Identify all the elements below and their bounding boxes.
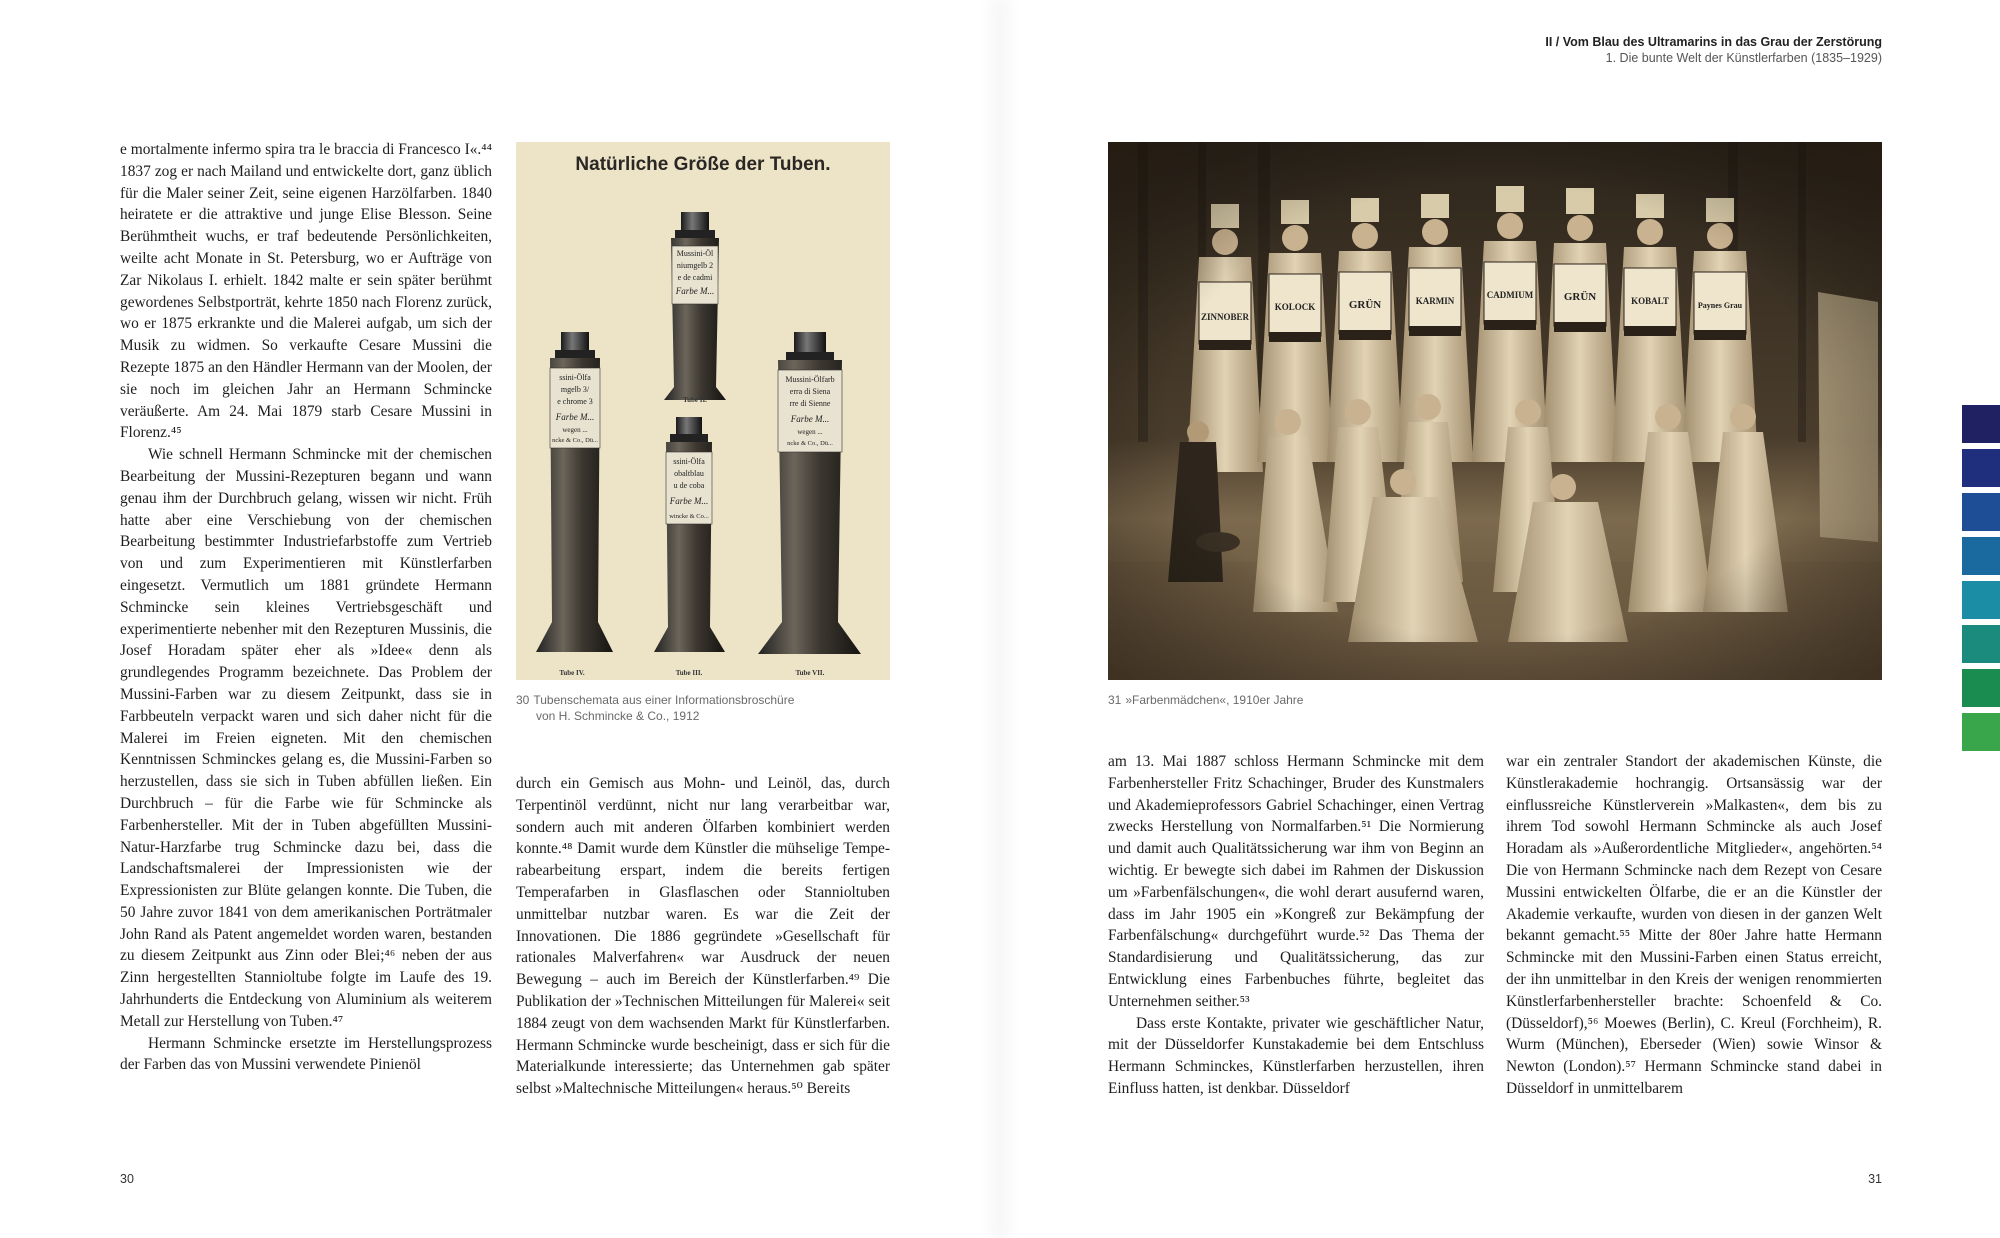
svg-text:e de cadmi: e de cadmi (677, 273, 713, 282)
svg-text:Farbe M...: Farbe M... (675, 286, 715, 296)
color-tab-3 (1962, 493, 2000, 531)
color-tab-4 (1962, 537, 2000, 575)
caption-line-2: von H. Schmincke & Co., 1912 (536, 708, 700, 723)
svg-text:wegen ...: wegen ... (797, 428, 823, 436)
svg-text:mgelb 3/: mgelb 3/ (560, 385, 590, 394)
svg-text:u de coba: u de coba (673, 481, 705, 490)
svg-text:wincke & Co...: wincke & Co... (669, 513, 709, 520)
color-tab-5 (1962, 581, 2000, 619)
caption-number: 31 (1108, 693, 1122, 707)
caption-text: »Farbenmädchen«, 1910er Jahre (1125, 693, 1304, 707)
svg-text:niumgelb 2: niumgelb 2 (676, 261, 714, 270)
svg-text:Mussini-Ölfarb: Mussini-Ölfarb (785, 375, 835, 384)
running-head-subsection: 1. Die bunte Welt der Künstlerfarben (1835–1929) (1605, 51, 1882, 65)
figure-30-caption (516, 693, 896, 724)
svg-text:Mussini-Öl: Mussini-Öl (676, 249, 714, 258)
color-tab-7 (1962, 669, 2000, 707)
paragraph: e mortalmente infermo spira tra le braccia di Francesco I«.⁴⁴ 1837 zog er nach Mailand und entwickelte dort, ganz üblich für die Maler seiner Zeit, seine eigenen Harzölfarben. 1840 heiratete er die attraktive und junge Elise Blesson. Seine Berühmtheit wuchs, er traf bedeutende Persönlichkeiten, weilte acht Monate in St. Petersburg, wo er Aufträge von Zar Nikolaus I. erhielt. 1842 malte er sein später berühmt gewordenes Selbstporträt, kehrte 1850 nach Florenz zurück, wo er 1875 erkrankte und die Malerei aufgab, um sich der Musik zu widmen. So verkaufte Cesare Mussini die Rezepte 1875 an den Händler Hermann van der Moolen, der sie noch im gleichen Jahr an Hermann Schmincke veräußerte. Am 24. Mai 1879 starb Cesare Mussini in Florenz.⁴⁵ (120, 141, 492, 442)
svg-text:ncke & Co., Dü...: ncke & Co., Dü... (787, 440, 833, 447)
svg-text:erra di Siena: erra di Siena (789, 387, 831, 396)
svg-text:ncke & Co., Dü...: ncke & Co., Dü... (552, 437, 598, 444)
svg-text:Farbe M...: Farbe M... (790, 414, 830, 424)
svg-text:rre di Sienne: rre di Sienne (789, 399, 831, 408)
right-page-column-1 (1108, 751, 1484, 1100)
running-head (1545, 34, 1882, 66)
color-tab-2 (1962, 449, 2000, 487)
svg-text:Farbe M...: Farbe M... (555, 412, 595, 422)
paragraph: durch ein Gemisch aus Mohn- und Leinöl, das, durch Terpentinöl verdünnt, nicht nur lang verarbeitbar war, sondern auch mit anderen Ölfarben kombiniert werden konnte.⁴⁸ Damit wurde dem Künstler die mühselige Temperabearbeitung erspart, indem die bereits fertigen Temperafarben in Glasflaschen oder Stannioltuben unmittelbar nutzbar waren. Es war die Zeit der Innovationen. Die 1886 gegründete »Gesellschaft für rationales Malverfahren« war Ausdruck der neuen Bewegung – auch im Bereich der Künstlerfarben.⁴⁹ Die Publikation der »Technischen Mitteilungen für Malerei« seit 1884 zeugt von dem wachsenden Markt für Künstlerfarben. Hermann Schmincke wurde bescheinigt, dass er sich für die Materialkunde interessierte; das Unternehmen gab später selbst »Maltechnische Mitteilungen« heraus.⁵⁰ Bereits (516, 775, 890, 1098)
tube-2-caption: Tube II. (683, 396, 707, 404)
tube-4-caption: Tube IV. (559, 669, 585, 677)
tube-7-caption: Tube VII. (795, 669, 825, 677)
color-index-tabs (1962, 405, 2000, 757)
figure-tubes (516, 142, 890, 680)
tube-3-caption: Tube III. (675, 669, 703, 677)
svg-text:obaltblau: obaltblau (674, 469, 704, 478)
svg-text:ssini-Ölfa: ssini-Ölfa (673, 457, 705, 466)
running-head-section: II / Vom Blau des Ultramarins in das Grau der Zerstörung (1545, 35, 1882, 49)
figure-photo (1108, 142, 1882, 680)
left-page-column-2 (516, 773, 890, 1100)
color-tab-8 (1962, 713, 2000, 751)
left-page-column-1 (120, 139, 492, 1076)
page-number-right: 31 (1868, 1172, 1882, 1186)
tube-diagram-title: Natürliche Größe der Tuben. (575, 154, 831, 175)
color-tab-6 (1962, 625, 2000, 663)
paragraph: Hermann Schmincke ersetzte im Herstellungsprozess der Farben das von Mussini verwendete Pinienöl (120, 1034, 492, 1074)
svg-text:wegen ...: wegen ... (562, 426, 588, 434)
tube-diagram-image (516, 142, 890, 680)
caption-number: 30 (516, 693, 530, 707)
svg-text:e chrome 3: e chrome 3 (557, 397, 593, 406)
svg-text:Farbe M...: Farbe M... (669, 496, 709, 506)
paragraph: Wie schnell Hermann Schmincke mit der chemischen Bearbeitung der Mussini-Rezepturen begann und wann genau ihm der Durchbruch gelang, wissen wir nicht. Früh hatte aber eine Verschiebung von der chemischen Bearbeitung bestimmter Industriefarbstoffe zum Vertrieb von und zum Experimentieren mit Künstlerfarben eingesetzt. Vermutlich um 1881 gründete Hermann Schmincke sein kleines Vertriebsgeschäft und experimentierte nebenher mit den Rezepturen Mussinis, die Josef Horadam später eher als »Idee« denn als grundlegendes Programm bezeichnete. Das Problem der Mussini-Farben war zu diesem Zeitpunkt, dass sie in Farbbeuteln verpackt waren und sich daher nicht für die Malerei im Freien eigneten. Mit den chemischen Kenntnissen Schminckes gelang es, die Mussini-Farben so herzustellen, dass sie sich in Tuben abfüllen ließen. Ein Durchbruch – für die Farbe wie für Schmincke als Farbenhersteller. Mit der in Tuben abgefüllten Mussini-Natur-Harzfarbe trug Schmincke dazu bei, dass die Landschaftsmalerei der Impressionisten wie der Expressionisten zur Blüte gelangen konnte. Die Tuben, die 50 Jahre zuvor 1841 von dem amerikanischen Porträtmaler John Rand als Patent angemeldet worden waren, bestanden zu diesem Zeitpunkt aus Zinn oder Blei;⁴⁶ neben der aus Zinn hergestellten Stannioltube folgte im Laufe des 19. Jahrhunderts die Entdeckung von Aluminium als weiterem Metall zur Herstellung von Tuben.⁴⁷ (120, 446, 492, 1030)
page-number-left: 30 (120, 1172, 134, 1186)
farbenmaedchen-photo (1108, 142, 1882, 680)
paragraph: Dass erste Kontakte, privater wie geschäftlicher Natur, mit der Düsseldorfer Kunstakademie bei dem Entschluss Hermann Schminckes, Künstlerfarben herzustellen, ihren Einfluss hatten, ist denkbar. Düsseldorf (1108, 1014, 1484, 1097)
paragraph: war ein zentraler Standort der akademischen Künste, die Künstlerakademie hochrangig. Ortsansässig war der einflussreiche Künstlerverein »Malkasten«, dem bis zu ihrem Tod sowohl Hermann Schmincke als auch Josef Horadam als »Außerordentliche Mitglieder«, angehörten.⁵⁴ Die von Hermann Schmincke nach dem Rezept von Cesare Mussini entwickelten Ölfarbe, die er an die Künstler der Akademie verkaufte, wurden von diesen in der ganzen Welt bekannt gemacht.⁵⁵ Mitte der 80er Jahre hatte Hermann Schmincke mit den Mussini-Farben einen Status erreicht, der ihn unmittelbar in den Kreis der wenigen renommierten Künstlerfarbenhersteller brachte: Schoenfeld & Co. (Düsseldorf),⁵⁶ Moewes (Berlin), C. Kreul (Forchheim), R. Wurm (München), Eberseder (Wien) sowie Winsor & Newton (London).⁵⁷ Hermann Schmincke stand dabei in Düsseldorf in unmittelbarem (1506, 753, 1882, 1097)
svg-text:ssini-Ölfa: ssini-Ölfa (559, 373, 591, 382)
color-tab-1 (1962, 405, 2000, 443)
right-page-column-2 (1506, 751, 1882, 1100)
figure-31-caption (1108, 693, 1708, 709)
caption-line-1: Tubenschemata aus einer Informationsbroschüre (533, 693, 795, 707)
paragraph: am 13. Mai 1887 schloss Hermann Schmincke mit dem Farbenhersteller Fritz Schachinger, Bruder des Kunstmalers und Akademieprofessors Gabriel Schachinger, einen Vertrag zwecks Herstellung von Normalfarben.⁵¹ Die Normierung und damit auch Qualitätssicherung war ihm von Beginn an wichtig. Er bewegte sich dabei im Rahmen der Diskussion um »Farbenfälschungen«, die wohl derart ausufernd waren, dass im Jahr 1905 ein »Kongreß zur Bekämpfung der Farbenfälschung« durchgeführt wurde.⁵² Das Thema der Standardisierung und Qualitätssicherung, das zur Entwicklung eines Farbenbuches führte, begleitet das Unternehmen seither.⁵³ (1108, 753, 1484, 1010)
